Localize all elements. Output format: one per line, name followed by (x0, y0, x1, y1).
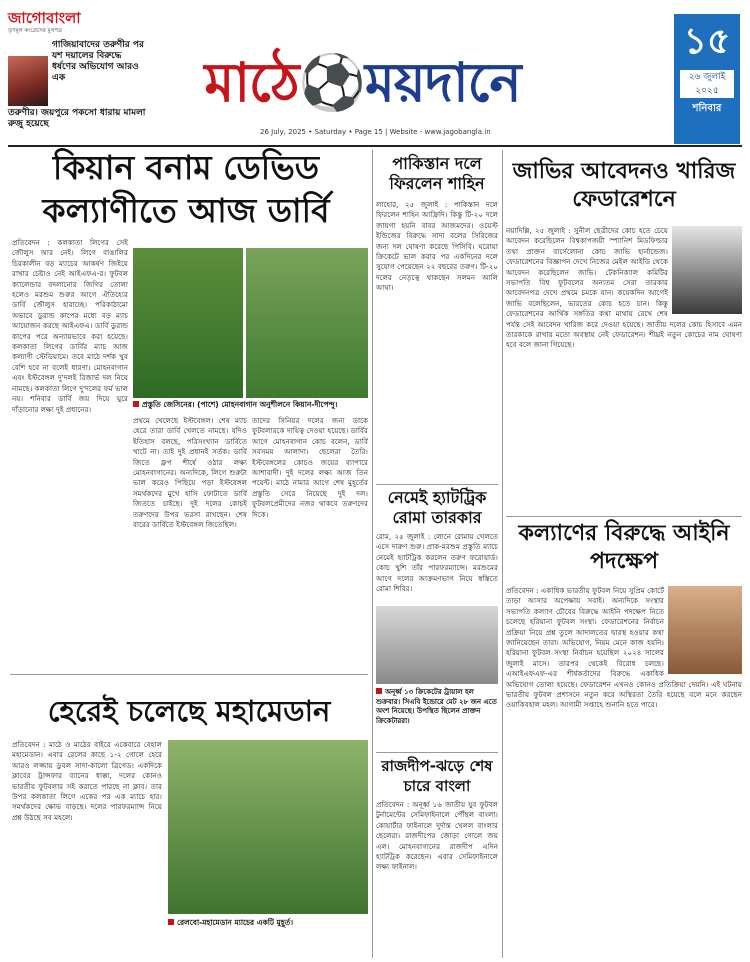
logo-left-word: মাঠে (204, 51, 299, 114)
date-bn: ২৬ জুলাই ২০২৫ (680, 70, 734, 98)
section-logo (175, 42, 550, 124)
photo-wrap-spacer (664, 586, 742, 676)
right-headline-1[interactable]: জাভির আবেদনও খারিজ ফেডারেশনে (512, 159, 736, 212)
mid-body-1: লাহোর, ২৫ জুলাই : পাকিস্তান দলে ফিরলেন শাহিন আফ্রিদি। কিন্তু টি-২০ দলে জায়গা হয়নি বাবর আজমদের। ওয়েস্ট ইন্ডিজের বিরুদ্ধে সাদা বলের সিরিজের জন্য দল ঘোষণা করেছে পিসিবি। ঘরোয়া ক্রিকেটে ভাল করার পর একদিনের দলে সুযোগ পেয়েছেন ২২ বছরের তরুণ। টি-২০ দলের নেতৃত্বে থাকছেন সলমন আলি আঘা। (376, 200, 498, 293)
column-divider (502, 150, 503, 958)
lead-col-1: প্রতিবেদন : কলকাতা লিগের সেই জৌলুস আর নেই। লিগে বাঙালির চিরকালীন বড় ম্যাচের আকর্ষণ জিইয়ে রাখার চেষ্টাও নেই আইএফএ-র। ফুটবল ক্যালেন্ডার বদলানোর জিগির তোলা হলেও মরশুম শুরুর আগে ঐতিহ্যের ডার্বি জৌলুস হারাচ্ছে। পরিকাঠামো অভাবে ডুরান্ড কাপের মধ্যে বড় ম্যাচ আয়োজন করছে আইএফএ। ডার্বি ডুরান্ড কাপের পরে অন্যায়ভাবে করা হয়েছে। কলকাতা লিগের ডার্বির ম্যাচ আজ কল্যাণী স্টেডিয়ামে। তবে মাঠে দর্শক খুব বেশি হবে না বলেই ধারণা। মোহনবাগান এবং ইস্টবেঙ্গল দু'দলই রিজার্ভ দল নিয়ে নামছে। কলকাতা লিগে দু'দলের ফর্ম ভাল নয়। শনিবার ডার্বি জয় দিয়ে ঘুরে দাঁড়ানোর লক্ষ্য দুই প্রধানের। (12, 238, 128, 414)
second-photo (168, 740, 368, 914)
divider (10, 674, 368, 675)
divider (376, 752, 498, 753)
trial-photo (376, 606, 498, 684)
divider (506, 516, 742, 517)
date-box (674, 14, 740, 144)
teaser-headline-foot: তরুণীর। জয়পুরে পকসো ধারায় মামলা রুজু হয়েছে (8, 108, 146, 129)
caption-marker-icon (168, 919, 174, 925)
lead-col-2: প্রথমে খেলেছে ইস্টবেঙ্গল। শেষ ম্যাচ হেরে তারা ডার্বি খেলতে নামছে। যদিও ইতিহাস বলছে, পরিসংখ্যান ডার্বিতে খাটে না। তাই দুই প্রধানই সর্তক। ডার্বি জিতে ফ্লপ শীর্ষে ওঠার লক্ষ্য মোহনবাগানের। অন্যদিকে, লিগে শুরুটা ভাল করেও পিছিয়ে পড়া ইস্টবেঙ্গল সমর্থকদের মুখে হাসি ফোটাতে ডার্বি জিততে চাইছে। দুই দলের কোচই তরুণদের উপর ভরসা রাখছেন। শেষ বারের ডার্বিতে ইস্টবেঙ্গল জিতেছিল। (133, 416, 247, 530)
lead-photo-caption: প্রস্তুতি জেসিনের। (পাশে) মোহনবাগান অনুশীলনে কিয়ান-দীপেন্দু। (133, 400, 368, 410)
divider (376, 484, 498, 485)
caption-marker-icon (133, 401, 139, 407)
mid-headline-3[interactable]: রাজদীপ-ঝড়ে শেষ চারে বাংলা (381, 757, 493, 795)
lead-photo-right (246, 248, 368, 398)
lead-col-3: তাদের সিনিয়র দলের জন্য ডাকে ফুটবলারকে দায়িত্ব দেওয়া হয়েছে। ডার্বির আগে মোহনবাগান কোচ বলেন, ডার্বি সবসময় আলাদা। ছেলেরা তৈরি। ইস্টবেঙ্গলের কোচও জয়ের ব্যাপারে আশাবাদী। দুই দলের লক্ষ্য আজ তিন পয়েন্ট। মাঠে নামার আগে শেষ মুহূর্তের প্রস্তুতি সেরে নিয়েছে দুই দল। ফুটবলপ্রেমীদের নজর থাকবে তরুণদের দিকে। (252, 416, 368, 519)
mid-body-3: প্রতিবেদন : অনূর্ধ্ব ১৬ জাতীয় যুব ফুটবল টুর্নামেন্টের সেমিফাইনালে পৌঁছল বাংলা। কোয়ার্টার ফাইনালে দুর্দান্ত খেলল বাংলার ছেলেরা। রাজদীপের জোড়া গোলে জয় এল। মোহনবাগানের রাজদীপ এদিন হ্যাটট্রিক করেছেন। এবার সেমিফাইনালে লক্ষ্য ফাইনাল। (376, 800, 498, 872)
teaser-headline[interactable]: গাজিয়াবাদের তরুণীর পর যশ দয়ালের বিরুদ্ধে ধর্ষণের অভিযোগ আরও এক (52, 40, 144, 83)
second-col-1: প্রতিবেদন : মাঠে ও মাঠের বাইরে একেবারে বেহাল মহামেডান। এবার রেলের কাছে ১-২ গোলে হেরে আরও লজ্জায় ডুবল সাদা-কালো ব্রিগেড। একদিকে ক্লাবের ট্রান্সফার ব্যানের ধাক্কা, দলের কোনও ভারতীয় ফুটবলার সই করাতে পারছে না ক্লাব। তার উপর কলকাতা লিগে একের পর এক ম্যাচে হার। সমর্থকদের ক্ষোভ বাড়ছে। দলের পারফরম্যান্স নিয়ে প্রশ্ন উঠছে সব মহলে। (12, 740, 162, 822)
second-photo-caption: রেলবো-মহামেডান ম্যাচের একটি মুহূর্ত। (168, 918, 368, 928)
mid-headline-1[interactable]: পাকিস্তান দলে ফিরলেন শাহিন (389, 154, 485, 193)
page-number: ১৫ (683, 21, 731, 62)
lead-headline-1[interactable]: কিয়ান বনাম ডেভিড (52, 148, 320, 187)
trial-photo-caption: অনূর্ধ্ব ১৩ ক্রিকেটের ট্রায়াল হল শুক্রবার। সিএবি ইন্ডোরে মেট ২৮ জন এতে অংশ নিয়েছে। উপস্থিত ছিলেন প্রাক্তন ক্রিকেটাররা। (376, 688, 497, 725)
right-headline-2[interactable]: কল্যাণের বিরুদ্ধে আইনি পদক্ষেপ (518, 521, 730, 574)
brand-logo[interactable]: জাগোবাংলা (8, 9, 81, 27)
weekday: শনিবার (692, 103, 722, 114)
masthead-rule (8, 145, 742, 147)
right-body-1: নয়াদিল্লি, ২৫ জুলাই : সুনীল ছেত্রীদের কোচ হতে চেয়ে আবেদন করেছিলেন বিশ্বকাপজয়ী স্প্যানিশ মিডফিল্ডার তথা প্রাক্তন বার্সেলোনা কোচ জাভি হার্নান্ডেজ। ফেডারেশনের বিজ্ঞাপন দেখে নিজের মেইল আইডি থেকে আবেদন করেছিলেন জাভি। টেকনিক্যাল কমিটির সভাপতি বিশ্ব ফুটবলের অন্যতম সেরা তারকার আবেদনপত্র দেখে প্রথমে চমকে যান। কয়েকদিন আগেই জাভি বলেছিলেন, ভারতের কোচ হতে চান। কিন্তু ফেডারেশনের আর্থিক সঙ্গতির কথা মাথায় রেখে শেষ পর্যন্ত সেই আবেদন খারিজ করে দেওয়া হয়েছে। জাতীয় দলের কোচ হিসাবে এমন তারকাকে রাখার মতো অবস্থায় নেই ফেডারেশন। শীঘ্রই নতুন কোচের নাম ঘোষণা হবে বলে জানা গিয়েছে। (506, 226, 742, 350)
caption-marker-icon (376, 688, 382, 694)
photo-wrap-spacer (668, 226, 742, 316)
logo-right-word: ময়দানে (364, 51, 521, 114)
right-body-2: প্রতিবেদন : একাধিক ভারতীয় ফুটবল নিয়ে সুপ্রিম কোর্টে তাড়া আসার অপেক্ষায় সবাই। অন্যদিকে সংস্থার সভাপতি কল্যাণ চৌবের বিরুদ্ধে আইনি পদক্ষেপ নিতে চলেছে হরিয়ানা ফুটবল সংস্থা। ফেডারেশনের নির্বাচন প্রক্রিয়া নিয়ে প্রশ্ন তুলে আদালতের দ্বারস্থ হওয়ার কথা জানিয়েছেন তারা। অভিযোগ, নিয়ম মেনে কাজ হয়নি। হরিয়ানা ফুটবল সংস্থা নির্বাচন হয়েছিল ২০২৪ সালের জুলাই মাসে। তারপর থেকেই বিরোধ চলছে। এআইএফএফ-এর শীর্ষকর্তাদের বিরুদ্ধে একাধিক অভিযোগ তোলা হয়েছে। ফেডারেশন এখনও কোনও প্রতিক্রিয়া দেয়নি। এই ঘটনায় ভারতীয় ফুটবল প্রশাসনে নতুন করে অস্থিরতা তৈরি হয়েছে বলে মনে করছেন ওয়াকিবহাল মহল। আগামী সপ্তাহে শুনানি হতে পারে। (506, 586, 742, 710)
column-divider (372, 150, 373, 958)
dateline: 26 July, 2025 • Saturday • Page 15 | Website - www.jagobangla.in (260, 128, 491, 136)
player-photo (8, 56, 48, 106)
mid-headline-2[interactable]: নেমেই হ্যাটট্রিক রোমা তারকার (387, 488, 487, 527)
mid-body-2: রোম, ২৫ জুলাই : লোনে রোমায় খেলতে এসে দারুণ শুরু। প্রাক-মরশুম প্রস্তুতি ম্যাচে নেমেই হ্যাটট্রিক করলেন তরুণ ফরোয়ার্ড। কোচ খুশি তাঁর পারফরম্যান্সে। মরশুমের আগে দলের আক্রমণভাগ নিয়ে স্বস্তিতে রোমা শিবির। (376, 532, 498, 594)
lead-photo-left (133, 248, 243, 398)
brand-tagline: তৃণমূল কংগ্রেসের মুখপত্র (8, 28, 62, 34)
lead-headline-2[interactable]: কল্যাণীতে আজ ডার্বি (42, 191, 330, 230)
second-headline[interactable]: হেরেই চলেছে মহামেডান (47, 694, 331, 728)
football-player-icon: ⚽ (298, 51, 365, 114)
